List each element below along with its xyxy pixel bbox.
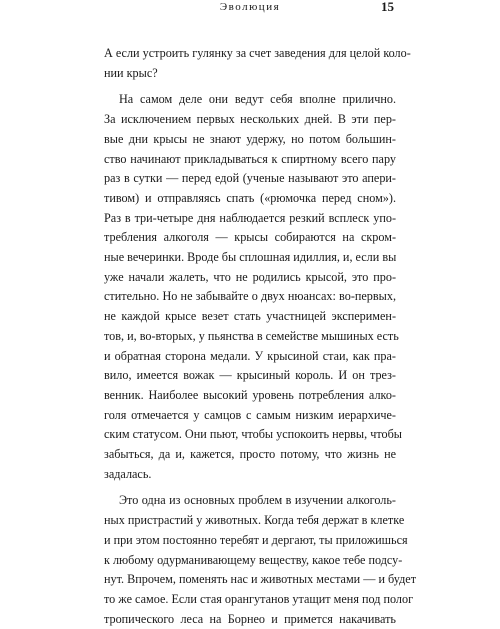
text-line: забыться, да и, кажется, просто потому, что жизнь не — [104, 447, 396, 462]
text-line: голя отмечается у самцов с самым низким иерархиче- — [104, 407, 396, 422]
text-line: не каждой крысе везет стать участницей эксперимен- — [104, 309, 396, 324]
text-line: и при этом постоянно теребят и дергают, ты приложишься — [104, 532, 408, 547]
text-line: то же самое. Если стая орангутанов утащит меня под полог — [104, 591, 414, 606]
text-line: раз в сутки — перед едой (ученые называют это апери- — [104, 171, 396, 186]
text-line: к любому одурманивающему веществу, какое тебе подсу- — [104, 552, 403, 567]
text-line: На самом деле они ведут себя вполне прилично. — [119, 92, 396, 107]
text-line: уже начали жалеть, что не родились крысой, это про- — [104, 269, 396, 284]
body-text — [104, 44, 417, 629]
text-line: тивом) и отправляясь спать («рюмочка перед сном»). — [104, 190, 396, 205]
text-line: тропического леса на Борнео и примется накачивать — [104, 611, 396, 626]
text-line: А если устроить гулянку за счет заведения для целой коло- — [104, 46, 411, 60]
paragraph — [104, 90, 402, 484]
text-line: нии крыс? — [104, 65, 158, 80]
running-title: Эволюция — [219, 1, 281, 13]
text-line: нут. Впрочем, поменять нас и животных местами — и будет — [104, 572, 417, 587]
text-line: вые дни крысы не знают удержу, но потом большин- — [104, 131, 396, 146]
text-line: требления алкоголя — крысы собираются на скром- — [104, 230, 396, 245]
text-line: ство начинают прикладываться к спиртному всего пару — [104, 151, 396, 166]
text-line: Раз в три-четыре дня наблюдается резкий всплеск упо- — [104, 210, 396, 225]
running-head — [0, 0, 500, 14]
text-line: ных пристрастий у животных. Когда тебя держат в клетке — [104, 513, 405, 528]
paragraph — [104, 491, 417, 629]
text-line: ные вечеринки. Вроде бы сплошная идиллия, и, если вы — [104, 250, 397, 265]
text-line: ским статусом. Они пьют, чтобы успокоить нервы, чтобы — [104, 427, 402, 442]
text-line: Это одна из основных проблем в изучении алкоголь- — [119, 493, 396, 508]
text-line: тов, и, во-вторых, у пьянства в семействе мышиных есть — [104, 328, 399, 343]
text-line: стительно. Но не забывайте о двух нюансах: во-первых, — [104, 289, 396, 304]
text-line: и обратная сторона медали. У крысиной стаи, как пра- — [104, 348, 396, 363]
text-line: За исключением первых нескольких дней. В эти пер- — [104, 112, 396, 127]
text-line: венник. Наиболее высокий уровень потребления алко- — [104, 387, 396, 402]
paragraph — [104, 44, 411, 83]
text-line: задалась. — [104, 466, 152, 481]
page-number: 15 — [381, 0, 394, 14]
text-line: вило, имеется вожак — крысиный король. И он трез- — [104, 368, 396, 383]
